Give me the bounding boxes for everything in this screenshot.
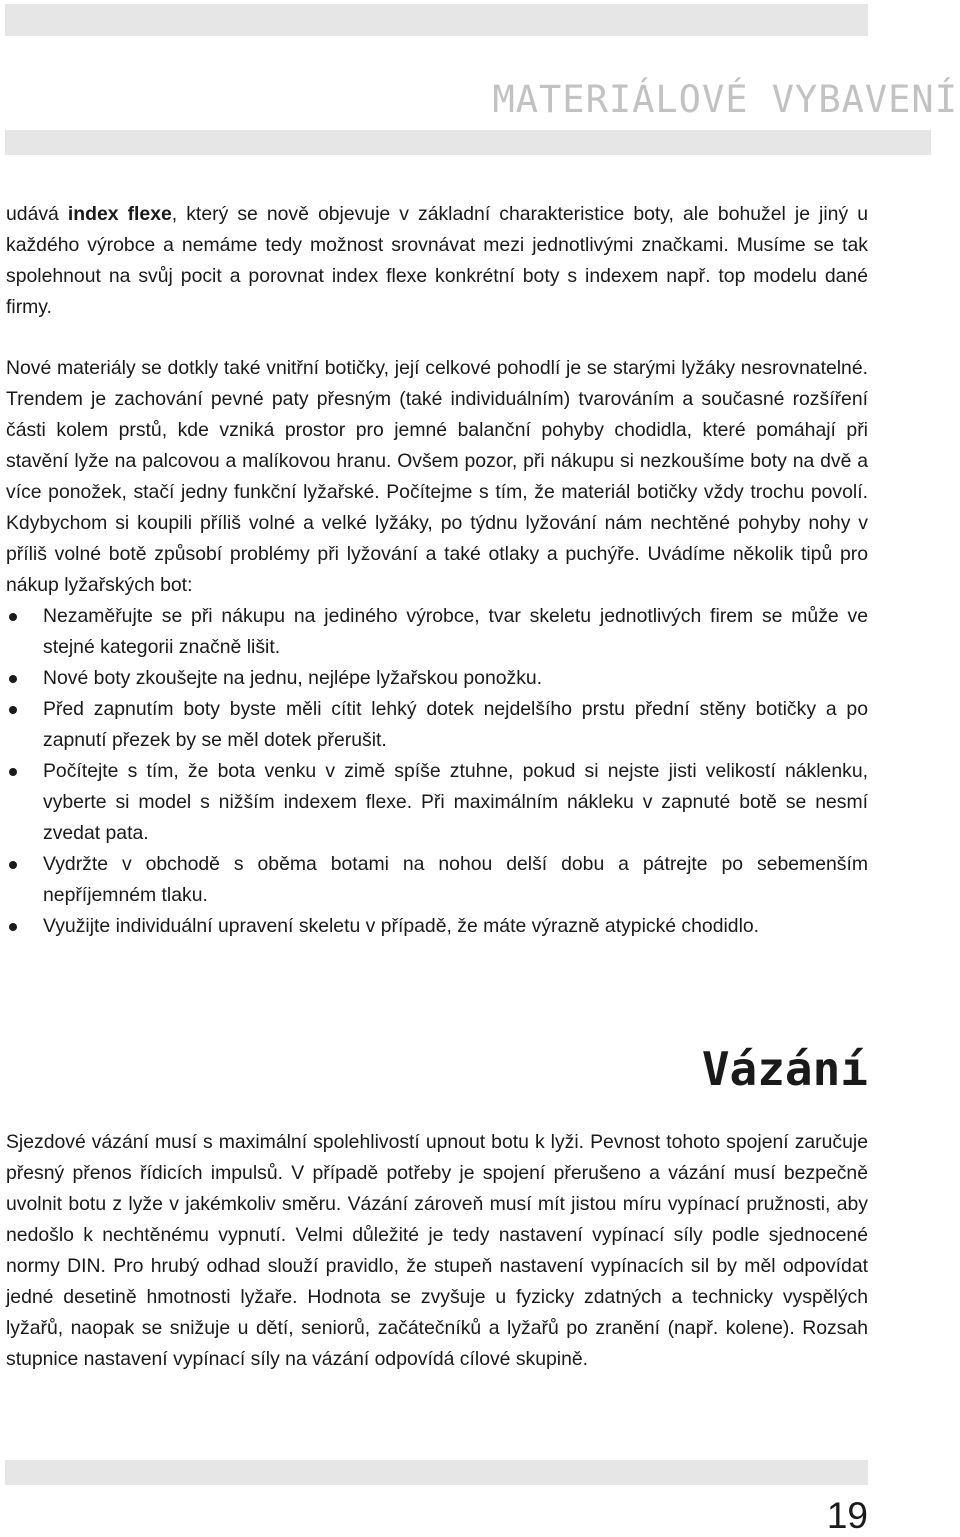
footer-decorative-bar	[5, 1460, 868, 1485]
intro-rest: , který se nově objevuje v základní charakteristice boty, ale bohužel je jiný u každého výrobce a nemáme tedy možnost srovnávat mezi jednotlivými značkami. Musíme se tak spolehnout na svůj pocit a porovnat index flexe konkrétní boty s indexem např. top modelu dané firmy.	[6, 203, 868, 318]
chapter-title: MATERIÁLOVÉ VYBAVENÍ	[492, 78, 958, 121]
header-decorative-bar	[5, 130, 931, 155]
section-heading: Vázání	[701, 1042, 868, 1096]
list-item: Nové boty zkoušejte na jednu, nejlépe lyžařskou ponožku.	[6, 663, 868, 694]
intro-bold-term: index flexe	[67, 203, 172, 225]
list-item: Využijte individuální upravení skeletu v případě, že máte výrazně atypické chodidlo.	[6, 911, 868, 942]
intro-lead: udává	[6, 203, 68, 225]
insole-paragraph: Nové materiály se dotkly také vnitřní botičky, její celkové pohodlí je se starými lyžáky nesrovnatelné. Trendem je zachování pevné paty přesným (také individuálním) tvarováním a současné rozšíření části kolem prstů, kde vzniká prostor pro jemné balanční pohyby chodidla, které pomáhají při stavění lyže na palcovou a malíkovou hranu. Ovšem pozor, při nákupu si nezkoušíme boty na dvě a více ponožek, stačí jedny funkční lyžařské. Počítejme s tím, že materiál botičky vždy trochu povolí. Kdybychom si koupili příliš volné a velké lyžáky, po týdnu lyžování nám nechtěné pohyby nohy v příliš volné botě způsobí problémy při lyžování a také otlaky a puchýře. Uvádíme několik tipů pro nákup lyžařských bot:	[6, 357, 868, 596]
list-item: Vydržte v obchodě s oběma botami na nohou delší dobu a pátrejte po sebemenším nepříjemném tlaku.	[6, 849, 868, 911]
list-item: Počítejte s tím, že bota venku v zimě spíše ztuhne, pokud si nejste jisti velikostí náklenku, vyberte si model s nižším indexem flexe. Při maximálním nákleku v zapnuté botě se nesmí zvedat pata.	[6, 756, 868, 849]
top-decorative-bar	[5, 4, 868, 36]
intro-paragraph	[6, 199, 868, 323]
binding-paragraph: Sjezdové vázání musí s maximální spolehlivostí upnout botu k lyži. Pevnost tohoto spojení zaručuje přesný přenos řídicích impulsů. V případě potřeby je spojení přerušeno a vázání musí bezpečně uvolnit botu z lyže v jakémkoliv směru. Vázání zároveň musí mít jistou míru vypínací pružnosti, aby nedošlo k nechtěnému vypnutí. Velmi důležité je tedy nastavení vypínací síly podle sjednocené normy DIN. Pro hrubý odhad slouží pravidlo, že stupeň nastavení vypínacích sil by měl odpovídat jedné desetině hmotnosti lyžaře. Hodnota se zvyšuje u fyzicky zdatných a technicky vyspělých lyžařů, naopak se snižuje u dětí, seniorů, začátečníků a lyžařů po zranění (např. kolene). Rozsah stupnice nastavení vypínací síly na vázání odpovídá cílové skupině.	[6, 1131, 868, 1370]
list-item: Před zapnutím boty byste měli cítit lehký dotek nejdelšího prstu přední stěny botičky a po zapnutí přezek by se měl dotek přerušit.	[6, 694, 868, 756]
page-number: 19	[826, 1495, 868, 1536]
list-item: Nezaměřujte se při nákupu na jediného výrobce, tvar skeletu jednotlivých firem se může ve stejné kategorii značně lišit.	[6, 601, 868, 663]
tips-list	[6, 601, 868, 942]
